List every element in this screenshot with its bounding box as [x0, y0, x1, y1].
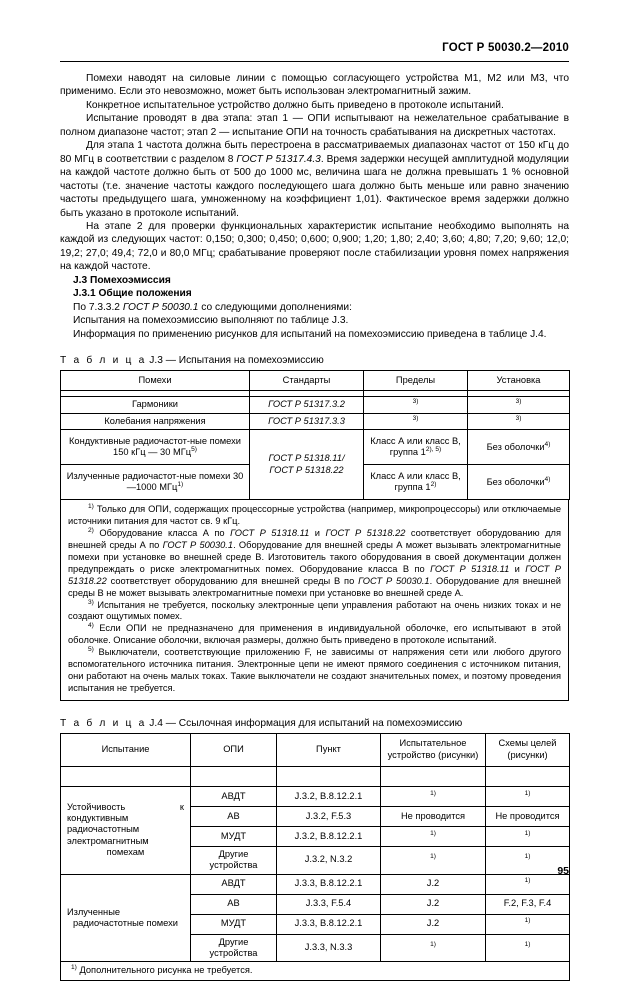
footnote-marker: 1): [430, 829, 436, 837]
table-j4-header-double-rule: [61, 766, 570, 786]
p6-text-b: со следующими дополнениями:: [198, 301, 352, 313]
table-j3-header-standards: Стандарты: [250, 371, 364, 391]
footnote-text: Выключатели, соответствующие приложению F, не зависимы от напряжения сети или любого другого вспомогательного источника питания. Электронные цепи не имеют прямого соединения с источником питания, они работают на очень малых токах. Такие выключатели не создают значительных помех, и поэтому проведения испытания не требуется.: [68, 647, 561, 693]
footnote-std-ref-4: ГОСТ Р 51318.11: [430, 563, 510, 574]
table-j4-cell-clause: J.3.2, B.8.12.2.1: [277, 826, 381, 846]
footnote-text-b6: . Оборудование для внешней среды В не может вызывать электромагнитные помехи при установке во внешней среде А.: [68, 575, 561, 598]
table-j4-cell-opi: Другие устройства: [191, 846, 277, 874]
p4-standard-ref: ГОСТ Р 51317.4.3: [236, 153, 321, 165]
footnote-marker: 2), 5): [425, 446, 442, 454]
document-body: [60, 72, 569, 981]
paragraph-figures-per-table-j4: Информация по применению рисунков для испытаний на помехоэмиссию приведена в таблице J.4.: [73, 328, 547, 340]
table-j3-footnote-3: [68, 600, 561, 624]
p6-standard-ref: ГОСТ Р 50030.1: [122, 301, 199, 313]
table-j4-cell-opi: МУДТ: [191, 826, 277, 846]
table-j4-cell-opi: АВДТ: [191, 874, 277, 894]
footnote-text: Если ОПИ не предназначено для применения в индивидуальной оболочке, его испытывают в этой оболочке. Описание оболочки, включая размеры, должно быть приведено в протоколе испытаний.: [68, 623, 561, 646]
table-j4-caption-number: J.4: [149, 717, 163, 729]
table-j3-footnotes: [60, 500, 569, 701]
table-j3-limits-text-conducted: Класс А или класс В, группа 1: [370, 435, 461, 458]
paragraph-stage1-frequency-sweep: [60, 139, 569, 220]
table-j3-cell-setup-radiated: [468, 465, 570, 500]
footnote-text-b4: и: [509, 563, 526, 574]
table-row: [61, 430, 570, 465]
table-j3-header-limits: Пределы: [364, 371, 468, 391]
header-line2: (рисунки): [507, 749, 548, 760]
table-j3-cell-standard-voltage-fluctuations: ГОСТ Р 51317.3.3: [250, 413, 364, 429]
header-divider: [60, 61, 569, 62]
table-j3-header-row: [61, 371, 570, 391]
p4-text-b: . Время задержки несущей амплитудной модуляции на каждой частоте должно быть от 500 до 1000 мс, величина шага не должна превышать 1 % основной частоты (т.е. значение частоты каждого последующего шага должно быть меньше или равно значению частоты предыдущего шага, умноженному на коэффициент 1,01). Фактическое время задержки должно быть указано в протоколе испытаний.: [60, 153, 569, 219]
table-j4-cell-device: J.2: [381, 914, 486, 934]
table-j3-cell-limits-conducted: [364, 430, 468, 465]
footnote-marker: 1): [430, 853, 436, 861]
paragraph-tests-per-table-j3: Испытания на помехоэмиссию выполняют по таблице J.3.: [73, 315, 349, 327]
paragraph-interference-coupling: Помехи наводят на силовые линии с помощью согласующего устройства М1, М2 или М3, что применимо. Если это невозможно, может быть использован электромагнитный зажим.: [60, 73, 569, 98]
footnote-marker: 1): [88, 503, 94, 511]
footnote-marker: 1): [177, 481, 184, 489]
page-number: 95: [557, 865, 569, 877]
table-j4-header-test-device: [381, 733, 486, 766]
table-j3-footnote-1: [68, 504, 561, 528]
table-j4-caption-dash: —: [165, 717, 176, 729]
table-j3-limits-text-radiated: Класс А или класс В, группа 1: [370, 470, 461, 493]
table-j3-header-interference: Помехи: [61, 371, 250, 391]
table-j3-cell-limits-voltage-fluctuations: [364, 413, 468, 429]
table-j4-cell-device: J.2: [381, 894, 486, 914]
table-j3-cell-setup-conducted: [468, 430, 570, 465]
table-j4-cell-opi: АВ: [191, 806, 277, 826]
paragraph-test-device-report: Конкретное испытательное устройство должно быть приведено в протоколе испытаний.: [86, 99, 504, 111]
table-j3-cell-limits-harmonics: [364, 397, 468, 413]
table-j4-header-row: [61, 733, 570, 766]
footnote-marker: 4): [88, 622, 94, 630]
footnote-marker: 3): [515, 414, 522, 422]
header-line1: Испытательное: [399, 738, 467, 749]
header-line1: Схемы целей: [498, 738, 557, 749]
table-j4-cell-device: [381, 826, 486, 846]
footnote-marker: 1): [71, 964, 77, 972]
table-j4-header-test: Испытание: [61, 733, 191, 766]
table-j4-cell-circuits: Не проводится: [486, 806, 570, 826]
table-j4-cell-clause: J.3.3, B.8.12.2.1: [277, 874, 381, 894]
table-j4-cell-circuits: [486, 914, 570, 934]
table-j3-cell-setup-harmonics: [468, 397, 570, 413]
p6-text-a: По 7.3.3.2: [73, 301, 123, 313]
table-j3-caption-label: Т а б л и ц а: [60, 355, 147, 367]
table-j4-cell-clause: J.3.2, B.8.12.2.1: [277, 786, 381, 806]
footnote-marker: 2): [430, 481, 437, 489]
table-j4-cell-device: [381, 934, 486, 962]
table-j4-cell-opi: МУДТ: [191, 914, 277, 934]
table-j4-cell-circuits: [486, 874, 570, 894]
table-row: [61, 413, 570, 429]
table-j4-cell-circuits: [486, 934, 570, 962]
table-j4-cell-clause: J.3.2, F.5.3: [277, 806, 381, 826]
table-j3-footnote-4: [68, 623, 561, 647]
footnote-text-b2: соответствует оборудованию для внешней среды А по: [68, 528, 561, 550]
table-j4-cell-circuits: [486, 786, 570, 806]
footnote-marker: 1): [524, 829, 531, 837]
table-j4-cell-circuits: [486, 826, 570, 846]
table-j3-cell-setup-voltage-fluctuations: [468, 413, 570, 429]
footnote-marker: 4): [544, 440, 551, 448]
table-j4-cell-device: J.2: [381, 874, 486, 894]
table-j3-cell-interference-conducted: [61, 430, 250, 465]
footnote-std-ref-3: ГОСТ Р 50030.1: [162, 540, 234, 550]
footnote-marker: 1): [430, 941, 436, 949]
table-j3-cell-interference-voltage-fluctuations: Колебания напряжения: [61, 413, 250, 429]
table-j4-cell-clause: J.3.3, F.5.4: [277, 894, 381, 914]
header-line2: устройство (рисунки): [387, 749, 479, 760]
table-j3-footnote-2: [68, 528, 561, 599]
page-header-standard-number: ГОСТ Р 50030.2—2010: [442, 42, 569, 54]
heading-j31-general: J.3.1 Общие положения: [73, 288, 192, 300]
footnote-text: Только для ОПИ, содержащих процессорные устройства (например, микропроцессоры) или отключаемые источники питания для частот св. 9 кГц.: [68, 504, 561, 527]
footnote-marker: 1): [430, 789, 436, 797]
table-j4-header-opi: ОПИ: [191, 733, 277, 766]
table-j4-cell-device: Не проводится: [381, 806, 486, 826]
table-j3-cell-limits-radiated: [364, 465, 468, 500]
table-j3-cell-interference-harmonics: Гармоники: [61, 397, 250, 413]
table-j4-header-clause: Пункт: [277, 733, 381, 766]
footnote-std-ref-5: ГОСТ Р 51318.22: [68, 563, 561, 586]
table-j4-group-label-conducted-rf-immunity: Устойчивость к кондуктивным радиочастотным электромагнитным помехам: [61, 786, 191, 874]
table-row: [61, 874, 570, 894]
table-j4-cell-circuits: F.2, F.3, F.4: [486, 894, 570, 914]
table-j3-cell-standard-51318: [250, 430, 364, 500]
table-j3-caption-dash: —: [165, 355, 176, 367]
table-j3-caption-title: Испытания на помехоэмиссию: [178, 355, 324, 367]
footnote-text: Испытания не требуется, поскольку электронные цепи управления работают на очень низких токах и не создают ощутимых помех.: [68, 599, 561, 622]
paragraph-two-stage-test: Испытание проводят в два этапа: этап 1 — ОПИ испытывают на нежелательное срабатывание в полном диапазоне частот; этап 2 — испытание ОПИ на точность срабатывания на дискретных частотах.: [60, 113, 569, 138]
table-j4-caption-label: Т а б л и ц а: [60, 717, 147, 729]
table-j3-cell-interference-radiated: [61, 465, 250, 500]
table-j3-caption: [60, 354, 569, 367]
table-j4-cell-opi: АВ: [191, 894, 277, 914]
footnote-marker: 5): [191, 446, 197, 454]
paragraph-reference-50030-1: [60, 301, 569, 314]
footnote-marker: 1): [524, 853, 531, 861]
table-j3-caption-number: J.3: [149, 355, 163, 367]
paragraph-stage2-discrete-frequencies: На этапе 2 для проверки функциональных характеристик испытание необходимо выполнять на каждой из следующих частот: 0,150; 0,300; 0,450; 0,600; 0,900; 1,20; 1,80; 2,40; 3,60; 4,80; 7,20; 9,60; 12,0; 19,2; 27,0; 49,4; 72,0 и 80,0 МГц; срабатывание проверяют после стабилизации уровня помех напряжения на каждой частоте.: [60, 220, 569, 273]
table-j3-standard-line1: ГОСТ Р 51318.11/: [268, 453, 345, 464]
footnote-text-b5: соответствует оборудованию для внешней среды В по: [106, 575, 359, 586]
table-j4-cell-clause: J.3.3, B.8.12.2.1: [277, 914, 381, 934]
table-j4-cell-clause: J.3.3, N.3.3: [277, 934, 381, 962]
table-j4-cell-opi: Другие устройства: [191, 934, 277, 962]
table-j4-cell-device: [381, 786, 486, 806]
table-j4-cell-opi: АВДТ: [191, 786, 277, 806]
footnote-marker: 5): [88, 646, 94, 654]
table-j3-setup-text-conducted: Без оболочки: [486, 441, 545, 452]
table-j3-emission-tests: [60, 370, 570, 500]
table-j3-standard-line2: ГОСТ Р 51318.22: [269, 464, 344, 475]
table-j3-text-radiated: Излученные радиочастот-ные помехи 30 —1000 МГц: [66, 470, 244, 493]
footnote-marker: 1): [524, 941, 531, 949]
table-j4-footnote-1: [61, 962, 570, 980]
footnote-text-a: Оборудование класса А по: [99, 528, 231, 539]
footnote-marker: 2): [88, 527, 94, 534]
table-j4-cell-device: [381, 846, 486, 874]
footnote-std-ref-2: ГОСТ Р 51318.22: [325, 528, 406, 539]
footnote-marker: 4): [544, 475, 551, 483]
table-row: [61, 786, 570, 806]
table-j4-caption-title: Ссылочная информация для испытаний на помехоэмиссию: [178, 717, 463, 729]
footnote-marker: 3): [88, 598, 94, 606]
table-j3-footnote-5: [68, 647, 561, 695]
table-j4-group-label-radiated-rf-emission: Излученные радиочастотные помехи: [61, 874, 191, 962]
footnote-std-ref-6: ГОСТ Р 50030.1: [358, 575, 430, 586]
footnote-text-b1: и: [309, 528, 326, 539]
table-j3-setup-text-radiated: Без оболочки: [486, 476, 545, 487]
footnote-marker: 3): [412, 398, 419, 406]
footnote-marker: 3): [412, 414, 419, 422]
footnote-text-b3: . Оборудование для внешней среды А может вызывать электромагнитные помехи при установке во внешней среде В. Изготовитель такого оборудования в своей документации должен предупреждать о риске электромагнитных помех. Оборудование класса В по: [68, 540, 561, 574]
heading-j3-emission: J.3 Помехоэмиссия: [73, 274, 171, 286]
footnote-marker: 1): [524, 789, 531, 797]
table-j4-emission-reference-info: [60, 733, 570, 981]
footnote-std-ref-1: ГОСТ Р 51318.11: [230, 528, 310, 539]
table-j4-footnote-row: [61, 962, 570, 980]
table-j4-cell-clause: J.3.2, N.3.2: [277, 846, 381, 874]
table-j3-text-conducted: Кондуктивные радиочастот-ные помехи 150 кГц — 30 МГц: [69, 435, 241, 458]
table-j3-cell-standard-harmonics: ГОСТ Р 51317.3.2: [250, 397, 364, 413]
table-j4-caption: [60, 717, 569, 730]
footnote-marker: 1): [524, 877, 531, 885]
footnote-text: Дополнительного рисунка не требуется.: [79, 965, 253, 976]
footnote-marker: 1): [524, 917, 531, 925]
table-row: [61, 397, 570, 413]
table-j3-header-setup: Установка: [468, 371, 570, 391]
table-j4-header-circuit-diagrams: [486, 733, 570, 766]
footnote-marker: 3): [515, 398, 522, 406]
p4-text-a: Для этапа 1 частота должна быть перестроена в рассматриваемых диапазонах частот от 150 кГц до 80 МГц в соответствии с разделом 8: [60, 140, 569, 165]
